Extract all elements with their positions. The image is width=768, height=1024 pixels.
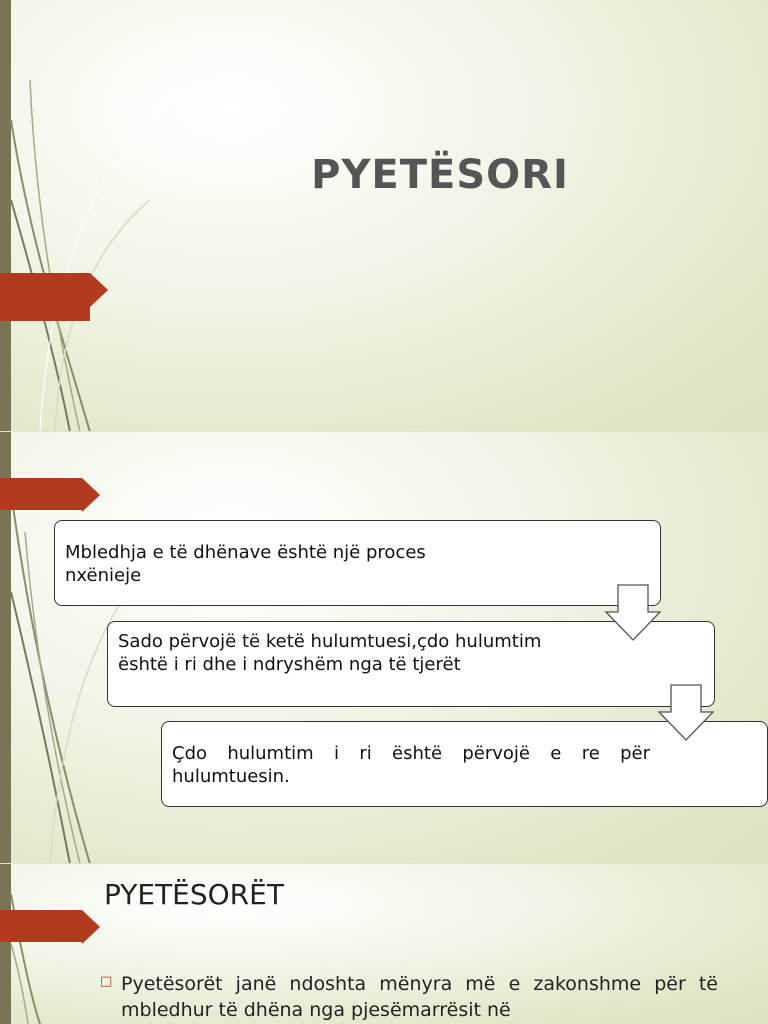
decorative-curves	[0, 0, 200, 432]
slide-title-text: PYETËSORI	[311, 152, 569, 198]
hollow-square-bullet-icon: □	[100, 974, 113, 989]
process-step-text: Sado përvojë të ketë hulumtuesi,çdo hulumtim është i ri dhe i ndryshëm nga të tjerët	[118, 631, 542, 675]
slide-title	[0, 0, 768, 432]
process-step-1	[54, 520, 661, 606]
slide-questionnaires	[0, 864, 768, 1024]
slide-process	[0, 432, 768, 864]
process-step-text: Çdo hulumtim i ri është përvojë e re për hulumtuesin.	[172, 743, 650, 787]
slide-accent-tab	[0, 478, 82, 510]
slide-accent-tab	[0, 910, 82, 942]
slide-accent-tab	[0, 273, 90, 321]
bullet-text: Pyetësorët janë ndoshta mënyra më e zakonshme për të mbledhur të dhëna nga pjesëmarrësit në	[121, 973, 718, 1021]
down-arrow-icon	[604, 584, 662, 642]
slide-heading: PYETËSORËT	[104, 878, 284, 911]
down-arrow-icon	[657, 684, 715, 742]
process-step-text: Mbledhja e të dhënave është një proces nxënieje	[65, 542, 426, 586]
